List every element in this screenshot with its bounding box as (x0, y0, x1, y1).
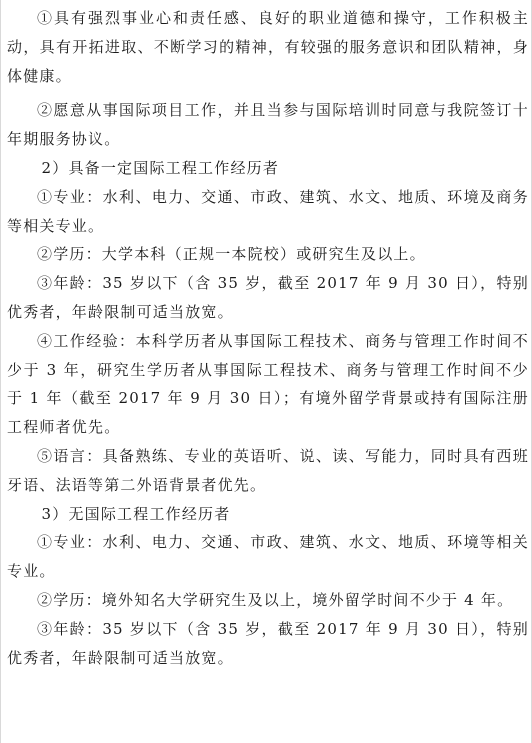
paragraph-age-2: ③年龄：35 岁以下（含 35 岁，截至 2017 年 9 月 30 日），特别优秀者，年龄限制可适当放宽。 (7, 619, 529, 667)
section-heading-without-experience: 3）无国际工程工作经历者 (41, 504, 231, 523)
paragraph-major: ①专业：水利、电力、交通、市政、建筑、水文、地质、环境及商务等相关专业。 (7, 187, 529, 235)
section-heading-with-experience: 2）具备一定国际工程工作经历者 (41, 158, 280, 177)
paragraph-education: ②学历：大学本科（正规一本院校）或研究生及以上。 (37, 245, 426, 264)
paragraph-major-2: ①专业：水利、电力、交通、市政、建筑、水文、地质、环境等相关专业。 (7, 533, 529, 581)
document-body (7, 4, 529, 672)
paragraph-education-2: ②学历：境外知名大学研究生及以上，境外留学时间不少于 4 年。 (37, 590, 514, 609)
paragraph-service-agreement: ②愿意从事国际项目工作，并且当参与国际培训时同意与我院签订十年期服务协议。 (7, 101, 529, 149)
paragraph-age: ③年龄：35 岁以下（含 35 岁，截至 2017 年 9 月 30 日），特别优秀者，年龄限制可适当放宽。 (7, 274, 529, 321)
paragraph-work-experience: ④工作经验：本科学历者从事国际工程技术、商务与管理工作时间不少于 3 年，研究生学历者从事国际工程技术、商务与管理工作时间不少于 1 年（截至 2017 年 9 月 30 日）；有境外留学背景或持有国际注册工程师者优先。 (7, 331, 529, 437)
paragraph-qualities: ①具有强烈事业心和责任感、良好的职业道德和操守，工作积极主动，具有开拓进取、不断学习的精神，有较强的服务意识和团队精神，身体健康。 (7, 9, 529, 85)
paragraph-language: ⑤语言：具备熟练、专业的英语听、说、读、写能力，同时具有西班牙语、法语等第二外语背景者优先。 (7, 446, 529, 494)
